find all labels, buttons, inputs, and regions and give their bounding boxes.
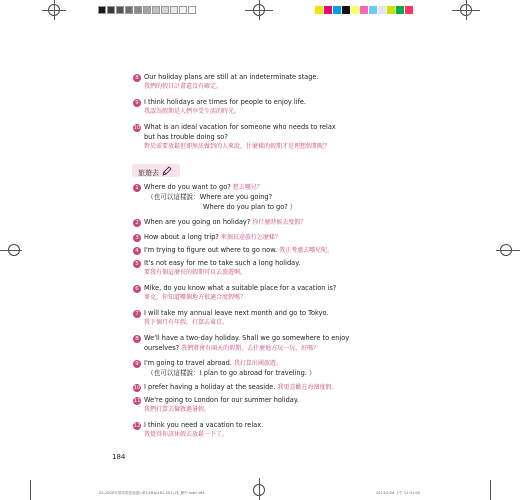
english-sentence: When are you going on holiday? <box>144 218 251 226</box>
alternative-expressions <box>147 193 272 202</box>
color-swatch <box>405 6 413 14</box>
chinese-translation: 你什麼時候去度假？ <box>252 219 307 226</box>
chinese-translation: 我們將會有兩天的假期，去什麼地方玩一玩，好嗎？ <box>181 345 320 352</box>
item-number-badge: 11 <box>133 398 141 404</box>
crop-line <box>496 250 520 251</box>
english-sentence: We're going to London for our summer holiday. <box>144 396 299 404</box>
english-sentence: I will take my annual leave next month and go to Tokyo. <box>144 309 329 317</box>
english-line-with-translation <box>144 246 333 256</box>
chinese-translation: 我認為假期是人們享受生活的時光。 <box>144 108 241 115</box>
english-line-with-translation <box>144 183 263 193</box>
pencil-icon <box>162 166 172 176</box>
item-number-badge: 3 <box>133 234 141 242</box>
english-sentence: It's not easy for me to take such a long holiday. <box>144 259 301 267</box>
chinese-translation: 我覺得你該休假去放鬆一下了。 <box>144 431 229 438</box>
chinese-translation: 來個長途旅行怎麼樣？ <box>220 234 281 241</box>
alternative-label: （也可以這樣說： <box>147 193 200 201</box>
color-swatch <box>324 6 332 14</box>
footer-timestamp: 2013/2/26 上午 11:31:00 <box>376 491 421 495</box>
alternative-sentence: Where do you plan to go? ） <box>203 203 297 211</box>
color-swatch <box>396 6 404 14</box>
color-swatch <box>378 6 386 14</box>
gray-swatch <box>107 6 115 14</box>
english-line-with-translation <box>144 359 282 369</box>
chinese-translation: 我正考慮去哪兒呢。 <box>279 247 334 254</box>
english-sentence: Where do you want to go? <box>144 183 231 191</box>
gray-swatch <box>152 6 160 14</box>
chinese-translation: 我下個月有年假，打算去東京。 <box>144 319 229 326</box>
item-number-badge: 6 <box>133 285 141 293</box>
item-number-badge: 10 <box>133 385 141 391</box>
item-number-badge: 9 <box>133 99 141 107</box>
color-swatch <box>333 6 341 14</box>
alternative-sentence: Where are you going? <box>199 193 273 201</box>
item-number-badge: 8 <box>133 335 141 343</box>
chinese-translation: 對於需要放鬆但卻無法做到的人來說，什麼樣的假期才是理想假期呢？ <box>144 143 331 150</box>
section-title: 旅遊去 <box>138 166 172 178</box>
gray-swatch <box>98 6 106 14</box>
item-number-badge: 1 <box>133 184 141 192</box>
item-number-badge: 9 <box>133 360 141 368</box>
english-sentence: I think holidays are times for people to enjoy life. <box>144 98 307 106</box>
item-number-badge: 4 <box>133 247 141 255</box>
english-sentence-continued: but has trouble doing so? <box>144 133 228 141</box>
gray-swatch <box>161 6 169 14</box>
color-swatch <box>315 6 323 14</box>
color-swatch <box>342 6 350 14</box>
item-number-badge: 5 <box>133 260 141 268</box>
item-number-badge: 12 <box>133 423 141 429</box>
item-number-badge: 7 <box>133 310 141 318</box>
english-sentence-continued: ourselves? <box>144 344 180 352</box>
gray-swatch <box>125 6 133 14</box>
english-sentence: I think you need a vacation to relax. <box>144 421 264 429</box>
gray-swatch <box>143 6 151 14</box>
chinese-translation: 麥克，你知道哪個地方很適合度假嗎？ <box>144 294 247 301</box>
english-sentence: I'm trying to figure out where to go now. <box>144 246 278 254</box>
color-swatch <box>369 6 377 14</box>
gray-swatch <box>179 6 187 14</box>
footer-file-info: 02-20007(常用英語表達)-第14章(p181-201)-排_聚中.indd 184 <box>99 491 205 495</box>
english-sentence: We'll have a two-day holiday. Shall we go somewhere to enjoy <box>144 334 350 342</box>
color-swatch <box>360 6 368 14</box>
chinese-translation: 我更喜歡在海濱度假。 <box>277 384 338 391</box>
gray-swatch <box>116 6 124 14</box>
chinese-translation: 我打算出國旅遊。 <box>233 360 282 367</box>
crop-line <box>0 250 22 251</box>
crop-line <box>259 0 260 20</box>
chinese-translation: 我們打算去倫敦過暑假。 <box>144 406 211 413</box>
color-swatch <box>387 6 395 14</box>
chinese-translation: 我們的假日計畫還沒有確定。 <box>144 83 223 90</box>
english-sentence: What is an ideal vacation for someone who needs to relax <box>144 123 336 131</box>
alternative-expression: （也可以這樣說：I plan to go abroad for traveling. ） <box>147 369 316 377</box>
color-swatch <box>351 6 359 14</box>
english-sentence: I'm going to travel abroad. <box>144 359 232 367</box>
crop-line <box>30 480 31 500</box>
crop-line <box>466 0 467 20</box>
gray-swatch <box>170 6 178 14</box>
page-number: 184 <box>112 453 126 461</box>
crop-line <box>54 0 55 20</box>
english-sentence: Our holiday plans are still at an indeterminate stage. <box>144 73 319 81</box>
english-sentence: How about a long trip? <box>144 233 219 241</box>
english-sentence: I prefer having a holiday at the seaside. <box>144 383 276 391</box>
crop-line <box>490 480 491 500</box>
gray-swatch <box>134 6 142 14</box>
chinese-translation: 要我有個這麼長的假期可以去旅遊啊。 <box>144 269 247 276</box>
crop-line <box>259 478 260 500</box>
item-number-badge: 8 <box>133 74 141 82</box>
english-line-with-translation <box>144 233 281 243</box>
item-number-badge: 2 <box>133 219 141 227</box>
gray-swatch <box>188 6 196 14</box>
english-line-with-translation <box>144 218 306 228</box>
english-line-with-translation <box>144 383 337 393</box>
english-line-with-translation <box>144 344 319 354</box>
item-number-badge: 10 <box>133 125 141 131</box>
english-sentence: Mike, do you know what a suitable place for a vacation is? <box>144 284 337 292</box>
chinese-translation: 想去哪兒？ <box>232 184 263 191</box>
